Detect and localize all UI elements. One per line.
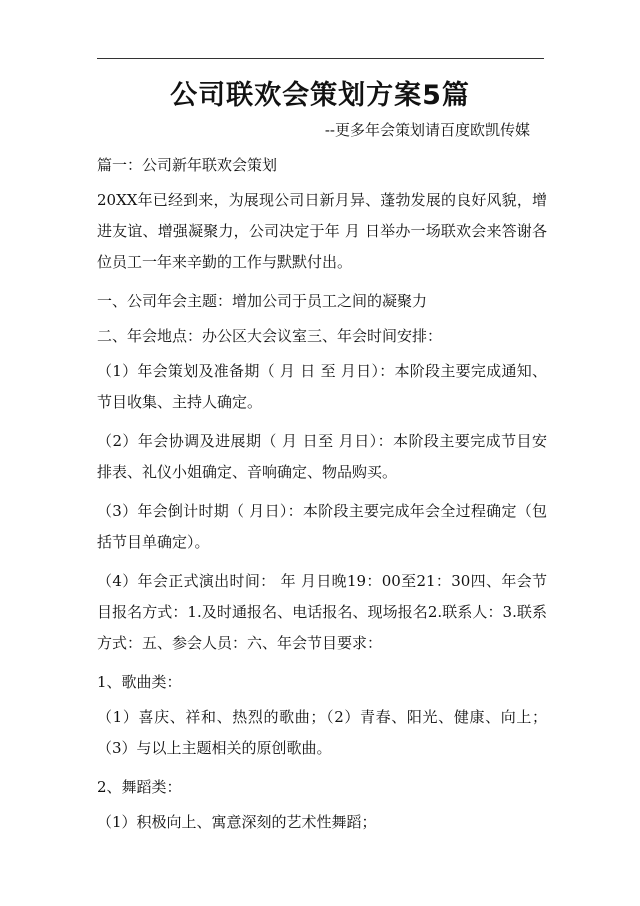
section-heading: 篇一：公司新年联欢会策划 (97, 156, 278, 174)
body-paragraph: 一、公司年会主题：增加公司于员工之间的凝聚力 (97, 292, 428, 310)
document-title: 公司联欢会策划方案5篇 (170, 80, 470, 111)
body-paragraph: （1）年会策划及准备期（ 月 日 至 月日）：本阶段主要完成通知、节目收集、主持人确定。 (97, 362, 547, 411)
body-paragraph: （1）喜庆、祥和、热烈的歌曲；（2）青春、阳光、健康、向上；（3）与以上主题相关的原创歌曲。 (97, 708, 547, 757)
header-rule (97, 58, 544, 59)
body-paragraph: （3）年会倒计时期（ 月日）：本阶段主要完成年会全过程确定（包括节目单确定）。 (97, 502, 547, 551)
body-paragraph: 1、歌曲类： (97, 673, 182, 691)
body-paragraph: 20XX年已经到来，为展现公司日新月异、蓬勃发展的良好风貌，增进友谊、增强凝聚力，公司决定于年 月 日举办一场联欢会来答谢各位员工一年来辛勤的工作与默默付出。 (97, 191, 547, 271)
body-paragraph: （1）积极向上、寓意深刻的艺术性舞蹈； (97, 813, 377, 831)
body-paragraph: 2、舞蹈类： (97, 778, 182, 796)
document-subtitle: --更多年会策划请百度欧凯传媒 (324, 121, 530, 139)
body-paragraph: （4）年会正式演出时间： 年 月日晚19：00至21：30四、年会节目报名方式：1.及时通报名、电话报名、现场报名2.联系人：3.联系方式：五、参会人员：六、年会节目要求： (97, 572, 547, 652)
body-paragraph: （2）年会协调及进展期（ 月 日至 月日）：本阶段主要完成节目安排表、礼仪小姐确定、音响确定、物品购买。 (97, 432, 547, 481)
body-paragraph: 二、年会地点：办公区大会议室三、年会时间安排： (97, 327, 443, 345)
document-body (97, 150, 547, 846)
